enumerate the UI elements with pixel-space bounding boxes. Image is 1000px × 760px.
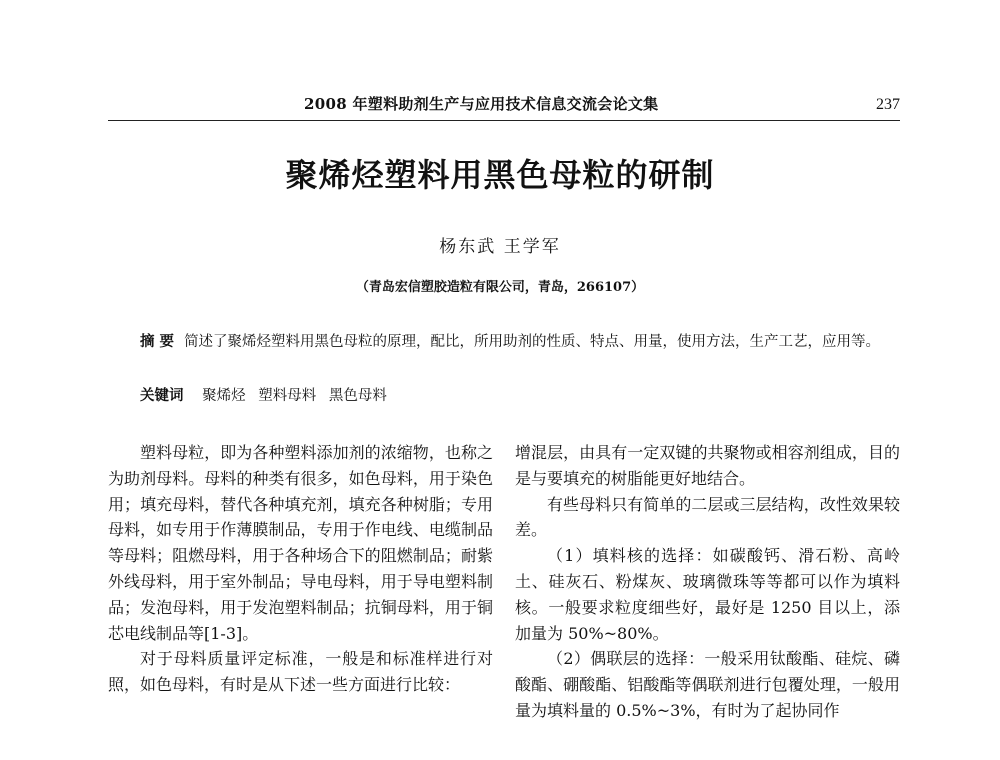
body-column-left bbox=[108, 440, 493, 698]
keywords-label: 关键词 bbox=[140, 387, 184, 404]
abstract bbox=[108, 329, 900, 355]
body-paragraph: 有些母料只有简单的二层或三层结构，改性效果较差。 bbox=[515, 494, 900, 540]
header-rule bbox=[108, 120, 900, 121]
article-title: 聚烯烃塑料用黑色母粒的研制 bbox=[285, 156, 715, 194]
body-column-right bbox=[515, 440, 900, 724]
body-paragraph: 增混层，由具有一定双键的共聚物或相容剂组成，目的是与要填充的树脂能更好地结合。 bbox=[515, 443, 900, 488]
body-paragraph: 塑料母粒，即为各种塑料添加剂的浓缩物，也称之为助剂母料。母料的种类有很多，如色母料，用于染色用；填充母料，替代各种填充剂，填充各种树脂；专用母料，如专用于作薄膜制品，专用于作电线、电缆制品等母料；阻燃母料，用于各种场合下的阻燃制品；耐紫外线母料，用于室外制品；导电母料，用于导电塑料制品；发泡母料，用于发泡塑料制品；抗铜母料，用于铜芯电线制品等[1-3]。 bbox=[108, 443, 493, 643]
article-authors: 杨东武 王学军 bbox=[439, 237, 561, 257]
page-number: 237 bbox=[876, 96, 900, 113]
abstract-text: 简述了聚烯烃塑料用黑色母粒的原理，配比，所用助剂的性质、特点、用量，使用方法，生产工艺，应用等。 bbox=[184, 334, 881, 350]
running-title: 2008 年塑料助剂生产与应用技术信息交流会论文集 bbox=[304, 95, 659, 113]
keyword: 黑色母料 bbox=[328, 388, 387, 404]
body-paragraph: （2）偶联层的选择：一般采用钛酸酯、硅烷、磷酸酯、硼酸酯、铝酸酯等偶联剂进行包覆处理，一般用量为填料量的 0.5%~3%，有时为了起协同作 bbox=[515, 649, 900, 720]
keyword: 聚烯烃 bbox=[202, 388, 246, 404]
keyword: 塑料母料 bbox=[258, 388, 317, 404]
body-paragraph: 对于母料质量评定标准，一般是和标准样进行对照，如色母料，有时是从下述一些方面进行比较： bbox=[108, 649, 493, 695]
running-header bbox=[108, 93, 900, 117]
body-paragraph: （1）填料核的选择：如碳酸钙、滑石粉、高岭土、硅灰石、粉煤灰、玻璃微珠等等都可以作为填料核。一般要求粒度细些好，最好是 1250 目以上，添加量为 50%~80%。 bbox=[515, 546, 900, 643]
keywords bbox=[140, 384, 395, 408]
abstract-label: 摘 要 bbox=[140, 333, 175, 350]
article-affiliation: （青岛宏信塑胶造粒有限公司，青岛，266107） bbox=[355, 280, 645, 295]
